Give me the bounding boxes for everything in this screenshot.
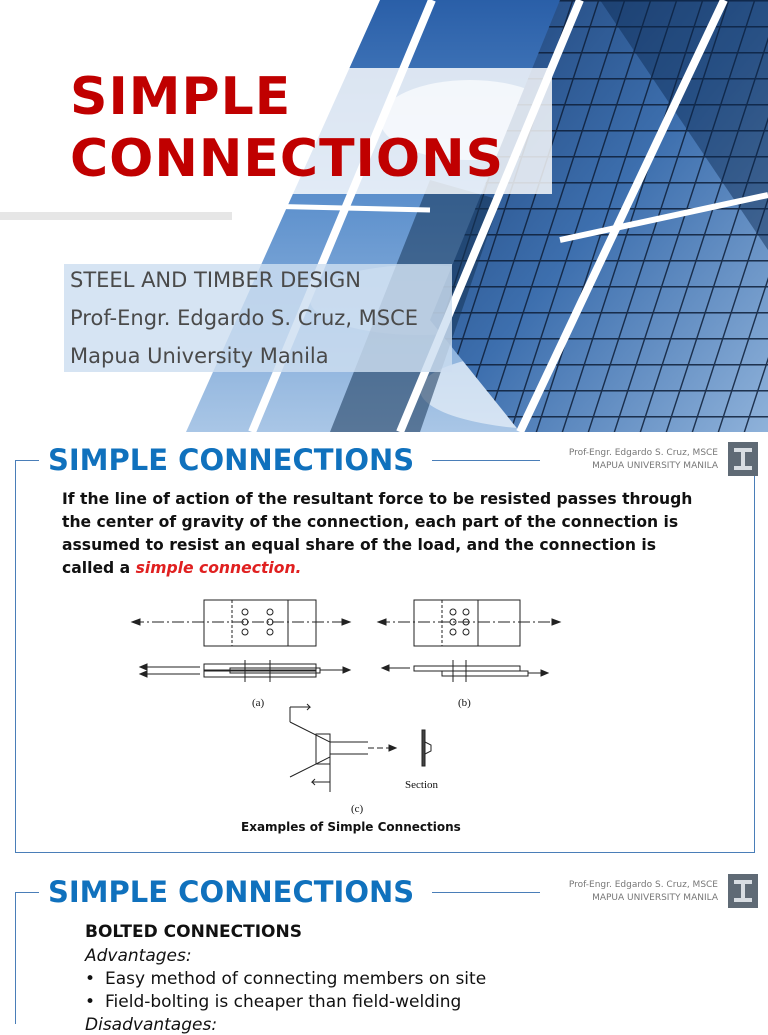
disadvantages-label: Disadvantages: [85,1015,218,1035]
title-line-1: SIMPLE [70,67,292,127]
content-slide-2 [0,864,768,1035]
frame-top-right [432,892,540,893]
frame-top-left [15,892,39,893]
advantage-text: Easy method of connecting members on site [105,969,487,989]
label-b: (b) [458,697,471,709]
frame-top-right [432,460,540,461]
connection-diagram [120,582,580,817]
bullet-glyph: • [85,969,96,989]
definition-highlight: simple connection. [135,559,302,577]
credit-name: Prof-Engr. Edgardo S. Cruz, MSCE [568,880,718,890]
figure-caption: Examples of Simple Connections [241,820,461,834]
slide-title [70,66,504,190]
course-name: STEEL AND TIMBER DESIGN [70,268,362,292]
steel-beam-logo-icon [728,442,758,476]
label-c: (c) [351,803,364,815]
steel-beam-logo-icon [728,874,758,908]
section-title: BOLTED CONNECTIONS [85,922,302,942]
advantage-text: Field-bolting is cheaper than field-welding [105,992,462,1012]
advantage-item [85,969,486,989]
title-line-2: CONNECTIONS [70,129,505,189]
author-name: Prof-Engr. Edgardo S. Cruz, MSCE [70,306,419,330]
frame-top-left [15,460,39,461]
definition-text: If the line of action of the resultant force to be resisted passes through the center of gravity of the connection, each part of the connection is assumed to resist an equal share of the load, and the connection is called a [62,490,693,577]
slide-heading: SIMPLE CONNECTIONS [48,443,415,477]
bullet-glyph: • [85,992,96,1012]
title-slide [0,0,768,432]
decor-bar [0,212,232,220]
frame-left-edge [15,892,16,1024]
advantage-item [85,992,461,1012]
slide-heading: SIMPLE CONNECTIONS [48,875,415,909]
credit-school: MAPUA UNIVERSITY MANILA [592,893,718,903]
credit-name: Prof-Engr. Edgardo S. Cruz, MSCE [568,448,718,458]
content-slide-1 [0,432,768,864]
label-a: (a) [252,697,265,709]
credit-school: MAPUA UNIVERSITY MANILA [592,461,718,471]
advantages-label: Advantages: [85,946,192,966]
label-section: Section [405,779,438,791]
university-name: Mapua University Manila [70,344,329,368]
definition-paragraph [62,488,712,580]
